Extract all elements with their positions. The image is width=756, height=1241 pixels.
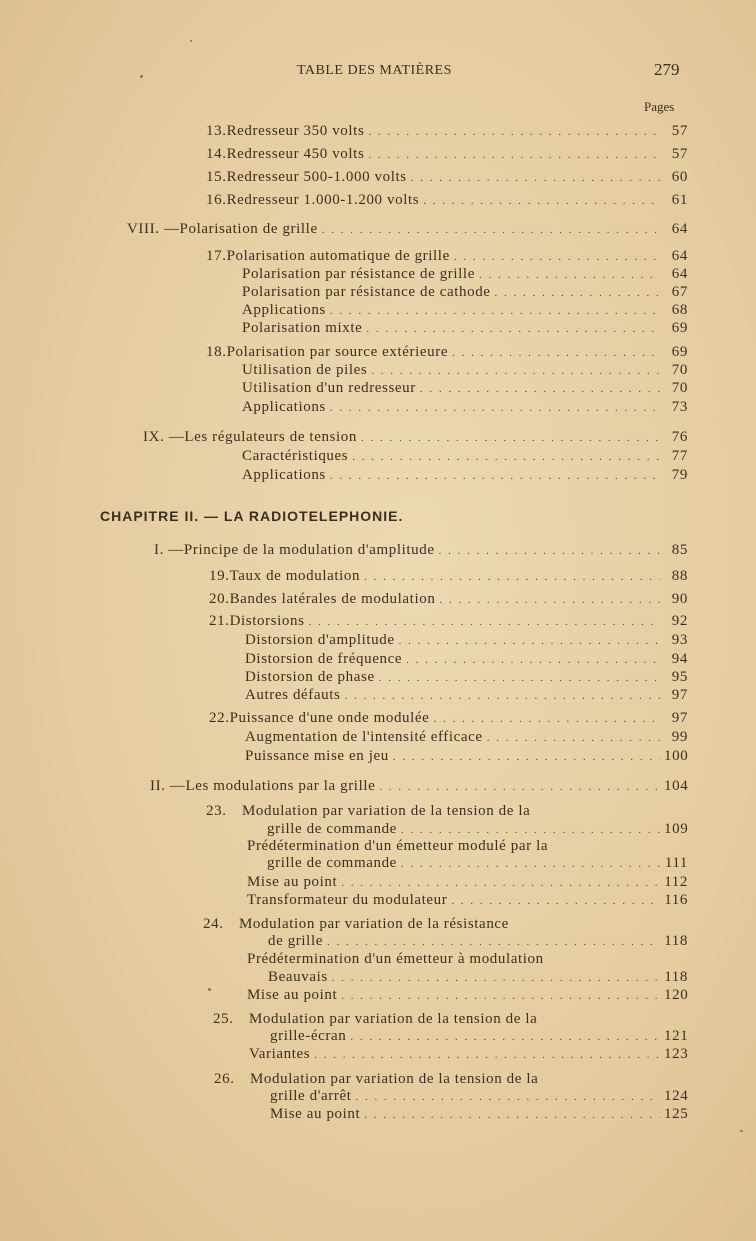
toc-subentry-continuation: grille de commande . . . 111 xyxy=(267,853,688,873)
toc-entry: 21. Distorsions . . . 92 xyxy=(209,611,688,631)
pages-column-label: Pages xyxy=(644,99,675,114)
chapter-heading: CHAPITRE II. — LA RADIOTELEPHONIE. xyxy=(100,508,404,524)
toc-section-entry: II. — Les modulations par la grille . . . 104 xyxy=(150,776,688,796)
paper-speck xyxy=(140,75,143,78)
toc-entry: 19. Taux de modulation . . . 88 xyxy=(209,566,688,586)
toc-entry-continuation: grille de commande . . . 109 xyxy=(267,819,688,839)
toc-subentry: Transformateur du modulateur . . . 116 xyxy=(247,890,688,910)
toc-subentry: Utilisation d'un redresseur . . . 70 xyxy=(242,378,688,398)
toc-subentry: Applications . . . 73 xyxy=(242,397,688,417)
toc-entry: 15. Redresseur 500-1.000 volts . . . 60 xyxy=(206,167,688,187)
toc-entry: 16. Redresseur 1.000-1.200 volts . . . 61 xyxy=(206,190,688,210)
toc-entry: 22. Puissance d'une onde modulée . . . 97 xyxy=(209,708,688,728)
toc-subentry: Utilisation de piles . . . 70 xyxy=(242,360,688,380)
toc-subentry-continuation: Beauvais . . . 118 xyxy=(268,967,688,987)
toc-subentry: Mise au point . . . 112 xyxy=(247,872,688,892)
paper-speck xyxy=(208,988,211,991)
toc-subentry: Distorsion de phase . . . 95 xyxy=(245,667,688,687)
toc-subentry: Mise au point . . . 120 xyxy=(247,985,688,1005)
toc-subentry: Polarisation par résistance de cathode . . . 67 xyxy=(242,282,688,302)
toc-entry-continuation: grille-écran . . . 121 xyxy=(270,1026,688,1046)
toc-section-entry: VIII. — Polarisation de grille . . . 64 xyxy=(127,219,688,239)
toc-subentry-first-line: Prédétermination d'un émetteur modulé par la xyxy=(247,838,549,854)
toc-subentry: Puissance mise en jeu . . . 100 xyxy=(245,746,688,766)
paper-speck xyxy=(740,1130,743,1132)
toc-subentry: Autres défauts . . . 97 xyxy=(245,685,688,705)
running-title: TABLE DES MATIÈRES xyxy=(297,63,452,78)
toc-entry-first-line: 23. Modulation par variation de la tension de la xyxy=(206,803,531,819)
toc-subentry: Caractéristiques . . . 77 xyxy=(242,446,688,466)
toc-entry-first-line: 26. Modulation par variation de la tension de la xyxy=(214,1071,539,1087)
toc-entry: 17. Polarisation automatique de grille . . . 64 xyxy=(206,246,688,266)
toc-entry: 18. Polarisation par source extérieure . . . 69 xyxy=(206,342,688,362)
toc-subentry: Applications . . . 68 xyxy=(242,300,688,320)
toc-subentry: Mise au point . . . 125 xyxy=(270,1104,688,1124)
toc-subentry: Distorsion de fréquence . . . 94 xyxy=(245,649,688,669)
toc-subentry: Polarisation mixte . . . 69 xyxy=(242,318,688,338)
toc-subentry: Variantes . . . 123 xyxy=(249,1044,688,1064)
toc-section-entry: I. — Principe de la modulation d'amplitude . . . 85 xyxy=(154,540,688,560)
toc-entry-continuation: de grille . . . 118 xyxy=(268,931,688,951)
paper-speck xyxy=(190,40,192,42)
toc-entry: 14. Redresseur 450 volts . . . 57 xyxy=(206,144,688,164)
toc-entry-continuation: grille d'arrêt . . . 124 xyxy=(270,1086,688,1106)
toc-subentry: Augmentation de l'intensité efficace . . . 99 xyxy=(245,727,688,747)
page-number: 279 xyxy=(654,60,680,79)
toc-subentry: Applications . . . 79 xyxy=(242,465,688,485)
toc-section-entry: IX. — Les régulateurs de tension . . . 76 xyxy=(143,427,688,447)
toc-entry-first-line: 25. Modulation par variation de la tension de la xyxy=(213,1011,538,1027)
toc-subentry: Polarisation par résistance de grille . . . 64 xyxy=(242,264,688,284)
toc-entry-first-line: 24. Modulation par variation de la résistance xyxy=(203,916,509,932)
toc-subentry-first-line: Prédétermination d'un émetteur à modulation xyxy=(247,951,544,967)
toc-subentry: Distorsion d'amplitude . . . 93 xyxy=(245,630,688,650)
toc-entry: 20. Bandes latérales de modulation . . . 90 xyxy=(209,589,688,609)
toc-entry: 13. Redresseur 350 volts . . . 57 xyxy=(206,121,688,141)
